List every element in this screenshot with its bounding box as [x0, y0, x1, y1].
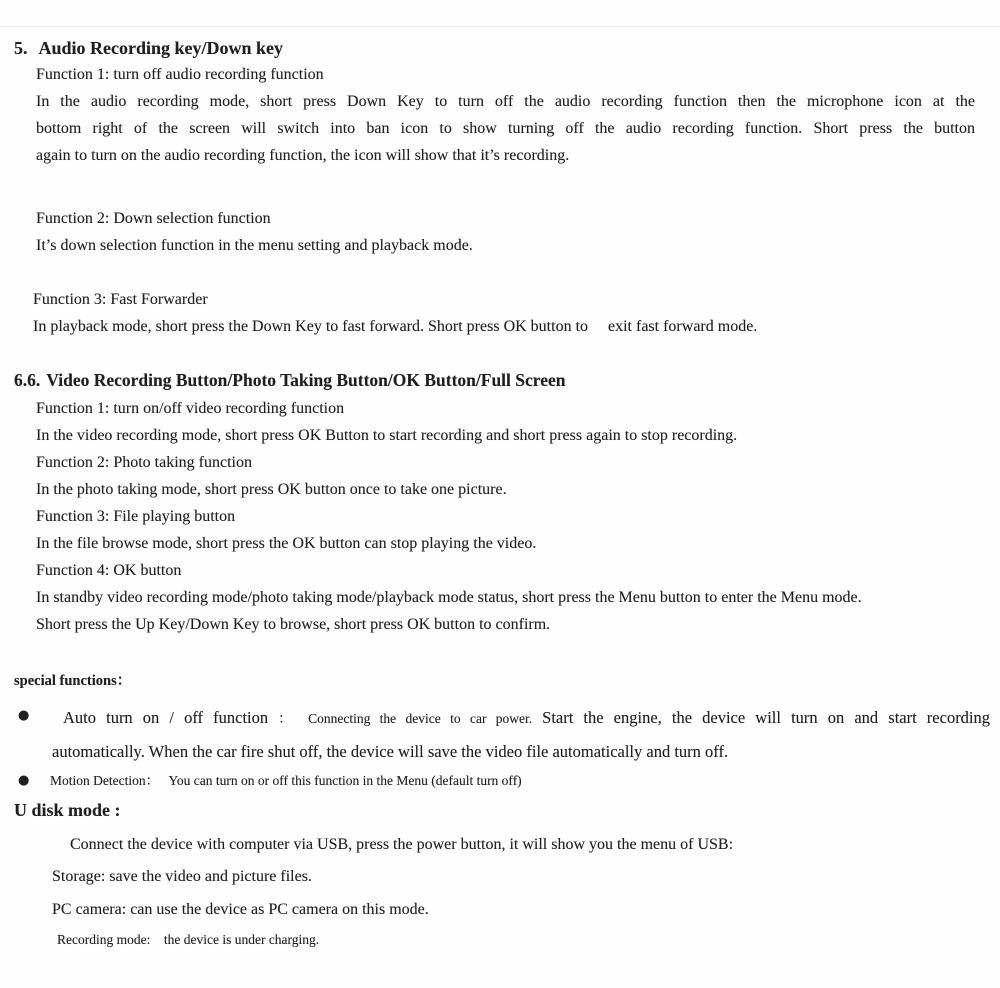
section-5-number: 5.: [14, 38, 28, 58]
function-1-body-line: again to turn on the audio recording function, the icon will show that it’s recording.: [36, 147, 570, 164]
u-disk-recording-mode: Recording mode: the device is under charging.: [57, 932, 320, 947]
v-function-1-body: In the video recording mode, short press OK Button to start recording and short press again to stop recording.: [36, 427, 738, 444]
auto-on-off-line1: [52, 702, 990, 736]
bullet-icon: ●: [18, 708, 30, 723]
section-video-recording-button: [0, 369, 1000, 638]
section-6-heading: [14, 369, 975, 391]
v-function-4-title: Function 4: OK button: [36, 562, 182, 579]
motion-detection-lead: Motion Detection：: [50, 773, 160, 788]
auto-on-off-small-text: Connecting the device to car power.: [308, 711, 533, 726]
bullet-icon: ●: [18, 773, 30, 788]
u-disk-intro: Connect the device with computer via USB, press the power button, it will show you the menu of USB:: [70, 836, 734, 853]
v-function-3-body: In the file browse mode, short press the OK button can stop playing the video.: [36, 535, 537, 552]
v-function-2-body: In the photo taking mode, short press OK button once to take one picture.: [36, 481, 507, 498]
v-function-3-title: Function 3: File playing button: [36, 508, 236, 525]
auto-on-off-text: [52, 702, 990, 768]
auto-on-off-line2: automatically. When the car fire shut off, the device will save the video file automatically and turn off.: [52, 742, 729, 761]
section-6-number: 6.6.: [14, 370, 41, 390]
auto-on-off-lead: Auto turn on / off function: [63, 708, 269, 727]
v-function-2-title: Function 2: Photo taking function: [36, 454, 252, 471]
auto-on-off-colon: ：: [278, 712, 299, 727]
motion-detection-text: [50, 771, 975, 791]
v-function-4-body-line1: In standby video recording mode/photo taking mode/playback mode status, short press the Menu button to enter the Menu mode.: [36, 589, 862, 606]
function-1-body-line: In the audio recording mode, short press Down Key to turn off the audio recording function then the microphone icon at the: [36, 93, 975, 110]
special-function-motion-detection: [0, 771, 975, 791]
special-function-auto-on-off: [0, 702, 990, 768]
v-function-1-title: Function 1: turn on/off video recording function: [36, 400, 345, 417]
page-top-rule: [0, 0, 1000, 27]
u-disk-pc-camera: PC camera: can use the device as PC camera on this mode.: [52, 901, 429, 918]
auto-on-off-rest1: Start the engine, the device will turn on and start recording: [542, 708, 991, 727]
section-special-functions: [0, 672, 1000, 791]
function-3-body: In playback mode, short press the Down Key to fast forward. Short press OK button to exit fast forward mode.: [33, 318, 758, 335]
motion-detection-rest: You can turn on or off this function in the Menu (default turn off): [168, 773, 522, 788]
function-1-title: Function 1: turn off audio recording function: [36, 66, 324, 83]
section-6-title: Video Recording Button/Photo Taking Button/OK Button/Full Screen: [46, 370, 566, 390]
function-1-body: [36, 88, 975, 169]
u-disk-mode-heading: U disk mode :: [14, 800, 121, 820]
function-2-body: It’s down selection function in the menu setting and playback mode.: [36, 237, 473, 254]
section-5-heading: [14, 37, 975, 59]
section-5-title: Audio Recording key/Down key: [38, 38, 284, 58]
function-1-body-line: bottom right of the screen will switch into ban icon to show turning off the audio recording function. Short press the button: [36, 120, 975, 137]
u-disk-storage: Storage: save the video and picture files.: [52, 868, 312, 885]
v-function-4-body-line2: Short press the Up Key/Down Key to browse, short press OK button to confirm.: [36, 616, 551, 633]
function-2-title: Function 2: Down selection function: [36, 210, 271, 227]
section-u-disk-mode: [0, 799, 1000, 950]
section-audio-recording-key: [0, 37, 1000, 340]
function-3-title: Function 3: Fast Forwarder: [33, 291, 208, 308]
special-functions-heading: special functions：: [14, 673, 132, 689]
